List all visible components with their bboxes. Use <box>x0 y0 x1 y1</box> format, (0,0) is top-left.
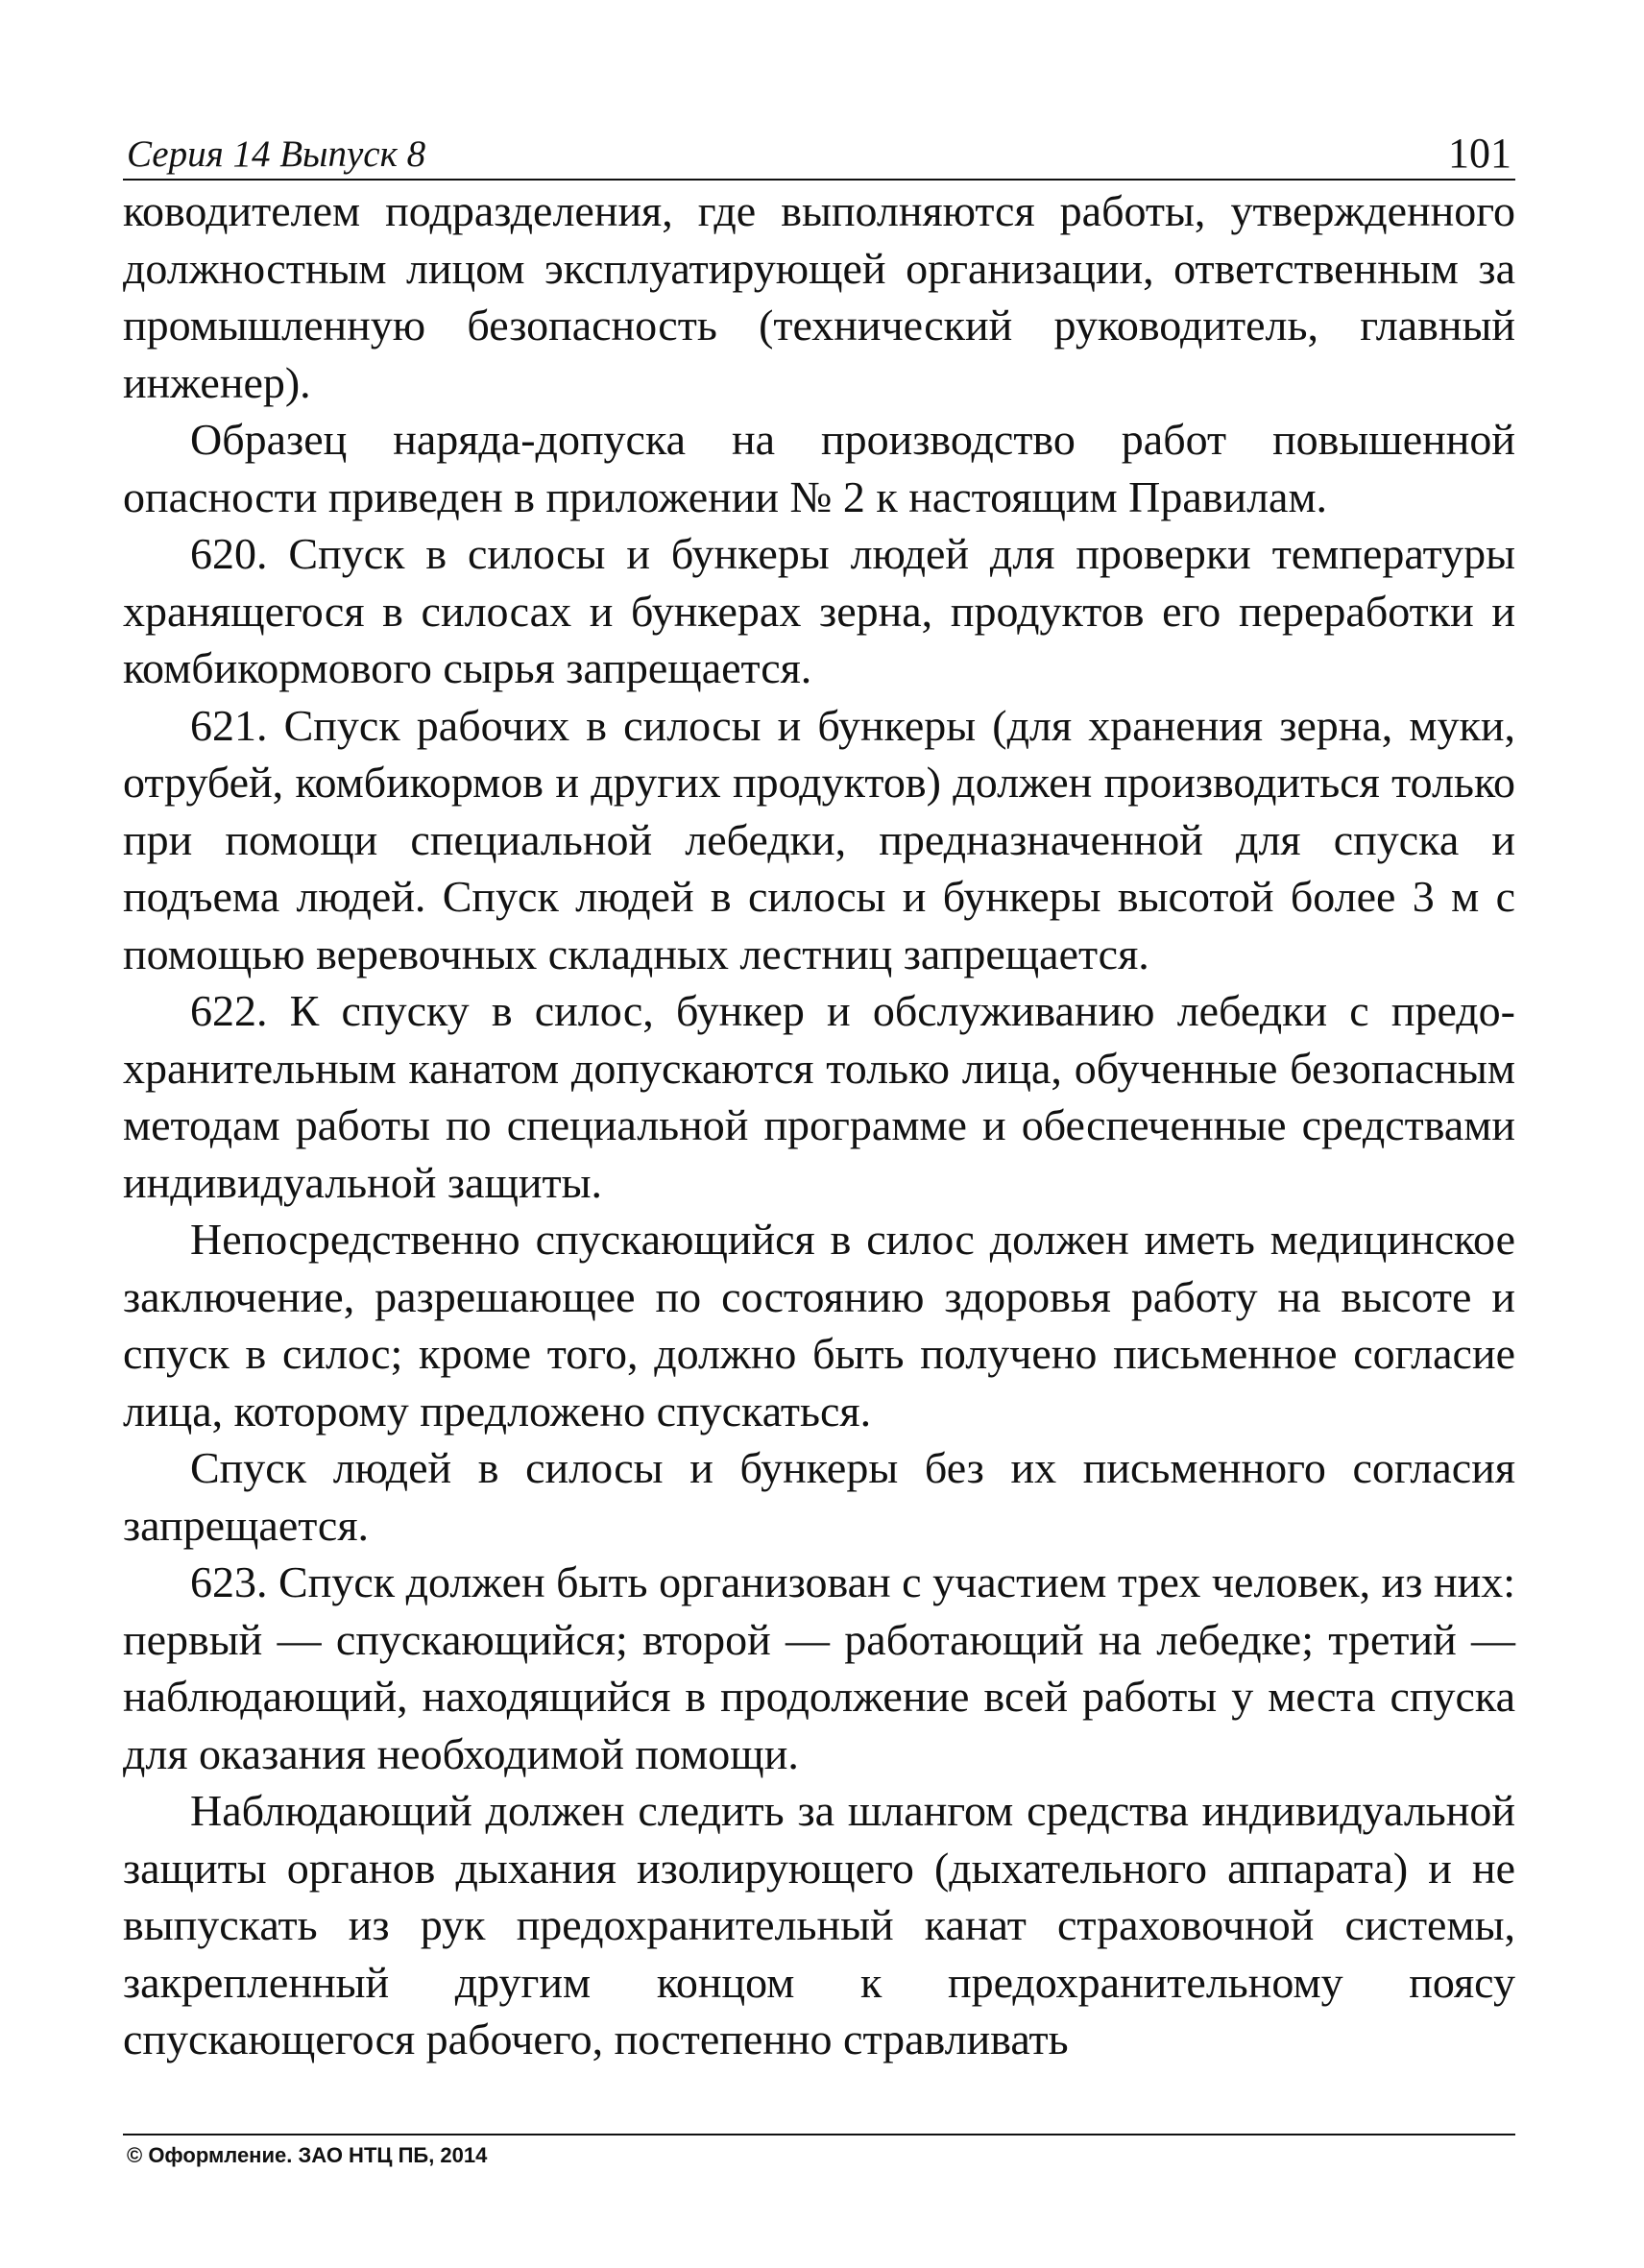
copyright-notice: © Оформление. ЗАО НТЦ ПБ, 2014 <box>127 2143 488 2167</box>
paragraph: 623. Спуск должен быть организован с участием трех человек, из них: первый — спускающийся; второй — работающий на лебедке; третий — наблюдающий, находящийся в продолжение всей работы у места спуска для оказания необходимой помощи. <box>123 1557 1515 1778</box>
body-text <box>123 182 1515 2068</box>
paragraph: 620. Спуск в силосы и бункеры людей для проверки температуры хранящегося в силосах и бункерах зерна, продуктов его переработки и комбикормового сырья запрещается. <box>123 529 1515 692</box>
series-title: Серия 14 Выпуск 8 <box>127 133 426 175</box>
paragraph: 621. Спуск рабочих в силосы и бункеры (для хранения зерна, муки, отрубей, комбикормов и других продуктов) должен производиться только при помощи специальной лебедки, предназначенной для спуска и подъема людей. Спуск людей в силосы и бункеры высотой более 3 м с помощью веревочных складных лестниц запрещается. <box>123 700 1515 978</box>
paragraph: Наблюдающий должен следить за шлангом средства индивидуальной защиты органов дыхания изолирующего (дыхательного аппарата) и не выпускать из рук предохранительный канат страховочной системы, закрепленный другим концом к предохранительному поясу спускающегося рабочего, постепенно стравливать <box>123 1786 1515 2063</box>
paragraph: 622. К спуску в силос, бункер и обслуживанию лебедки с предохранительным канатом допускаются только лица, обученные безопасным методам работы по специальной программе и обеспеченные средствами индивидуальной защиты. <box>123 986 1515 1207</box>
footer-divider <box>123 2134 1515 2135</box>
paragraph: Непосредственно спускающийся в силос должен иметь медицинское заключение, разрешающее по состоянию здоровья работу на высоте и спуск в силос; кроме того, должно быть получено письменное согласие лица, которому предложено спускаться. <box>123 1215 1515 1436</box>
paragraph: ководителем подразделения, где выполняются работы, утвержденного должностным лицом эксплуатирующей организации, ответственным за промышленную безопасность (технический руководитель, главный инженер). <box>123 186 1515 407</box>
paragraph: Образец наряда-допуска на производство работ повышенной опасности приведен в приложении № 2 к настоящим Правилам. <box>123 415 1515 521</box>
running-header <box>123 121 1515 181</box>
paragraph: Спуск людей в силосы и бункеры без их письменного согласия запрещается. <box>123 1443 1515 1550</box>
page-number: 101 <box>1448 130 1511 177</box>
